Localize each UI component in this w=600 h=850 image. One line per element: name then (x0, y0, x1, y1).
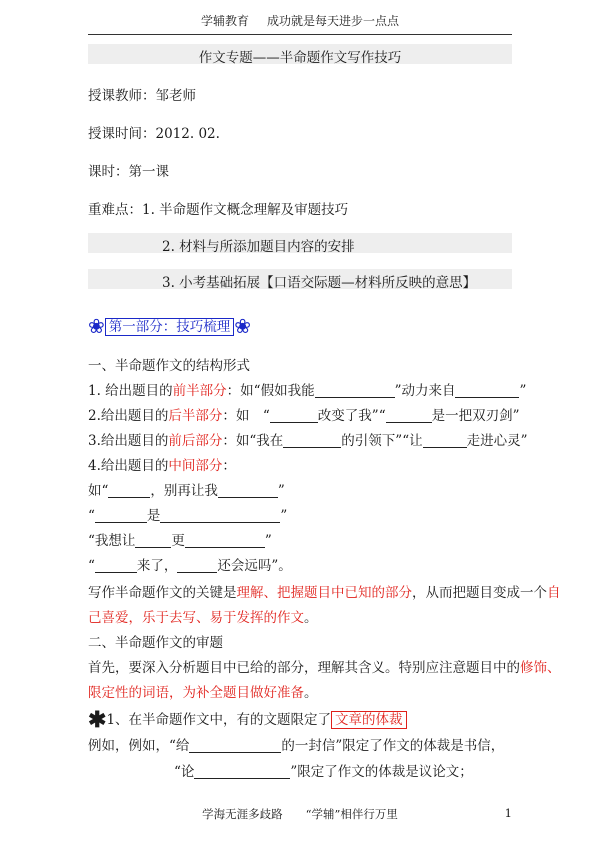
key-sentence-1: 写作半命题作文的关键是理解、把握题目中已知的部分，从而把题目变成一个自 (88, 585, 561, 601)
part1-label: 第一部分：技巧梳理 (105, 318, 235, 336)
lesson-line: 课时：第一课 (88, 164, 169, 180)
genre-example-1: 例如，例如，“给 的一封信”限定了作文的体裁是书信， (88, 738, 505, 754)
teacher-line: 授课教师：邹老师 (88, 88, 196, 104)
time-line: 授课时间：2012. 02. (88, 126, 220, 142)
example-2: “ 是 ” (88, 508, 288, 524)
item-4: 4.给出题目的中间部分： (88, 458, 236, 474)
page-header (88, 8, 512, 35)
key-sentence-2: 己喜爱，乐于去写、易于发挥的作文。 (88, 610, 318, 626)
key-point-2: 2. 材料与所添加题目内容的安排 (162, 239, 355, 255)
section1-heading: 一、半命题作文的结构形式 (88, 358, 250, 374)
flower-icon: ❀ (88, 314, 105, 338)
doc-title: 作文专题——半命题作文写作技巧 (198, 50, 402, 66)
section2-para-2: 限定性的词语，为补全题目做好准备。 (88, 685, 318, 701)
page-number: 1 (504, 806, 512, 820)
example-1: 如“ ，别再让我 ” (88, 483, 285, 499)
item-2: 2.给出题目的后半部分：如 “ 改变了我”“ 是一把双刃剑” (88, 408, 520, 424)
example-3: “我想让 更 ” (88, 533, 272, 549)
page-footer: 学海无涯多歧路 “学辅”相伴行万里 (202, 807, 398, 821)
asterisk-icon: ✱ (88, 707, 107, 733)
key-points-label: 重难点： (88, 202, 142, 218)
key-point-1: 重难点：1. 半命题作文概念理解及审题技巧 (88, 202, 349, 218)
header-left: 学辅教育 (200, 14, 249, 28)
genre-example-2: “论 ”限定了作文的体裁是议论文； (174, 764, 473, 780)
key-point-3: 3. 小考基础拓展【口语交际题—材料所反映的意思】 (162, 275, 477, 291)
genre-box: 文章的体裁 (331, 711, 407, 729)
section2-heading: 二、半命题作文的审题 (88, 635, 223, 651)
item-1: 1. 给出题目的前半部分：如“假如我能 ”动力来自 ” (88, 383, 527, 399)
section2-para-1: 首先，要深入分析题目中已给的部分，理解其含义。特别应注意题目中的修饰、 (88, 660, 561, 676)
example-4: “ 来了， 还会远吗”。 (88, 558, 292, 574)
part1-heading (88, 314, 251, 338)
subpoint-1: ✱1、在半命题作文中，有的文题限定了 文章的体裁 (88, 707, 407, 733)
header-right: 成功就是每天进步一点点 (267, 14, 400, 28)
flower-icon: ❀ (234, 314, 252, 338)
item-3: 3.给出题目的前后部分：如“我在 的引领下”“让 走进心灵” (88, 433, 528, 449)
